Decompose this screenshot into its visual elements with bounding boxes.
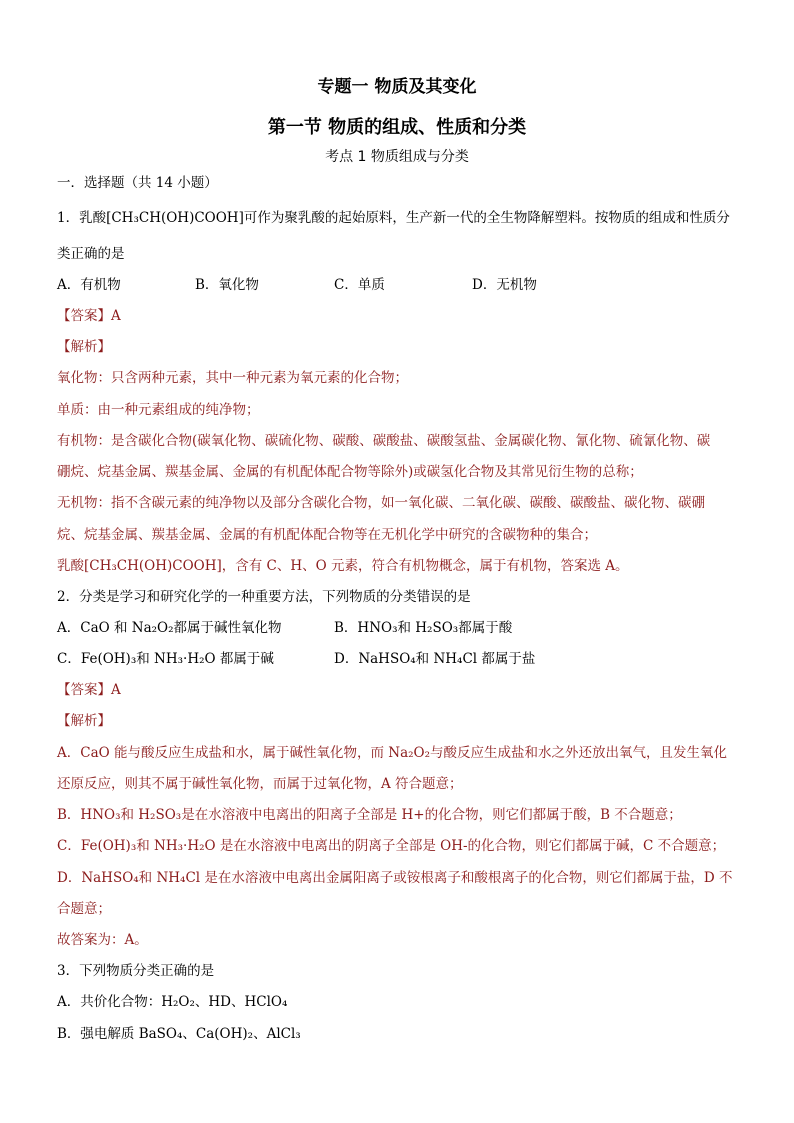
q2-answer: 【答案】A — [57, 682, 121, 698]
q2-option-d: D．NaHSO₄和 NH₄Cl 都属于盐 — [334, 651, 536, 667]
q1-option-d: D．无机物 — [472, 277, 537, 293]
q2-analysis-line: 还原反应，则其不属于碱性氧化物，而属于过氧化物，A 符合题意； — [57, 776, 463, 792]
part-heading: 一．选择题（共 14 小题） — [57, 175, 218, 191]
q2-stem: 2．分类是学习和研究化学的一种重要方法，下列物质的分类错误的是 — [57, 589, 471, 605]
point-title: 考点 1 物质组成与分类 — [325, 149, 469, 165]
q2-option-b: B．HNO₃和 H₂SO₃都属于酸 — [334, 620, 513, 636]
q1-stem-line1: 1．乳酸[CH₃CH(OH)COOH]可作为聚乳酸的起始原料，生产新一代的全生物降解塑料。按物质的组成和性质分 — [57, 210, 730, 226]
q1-analysis-line: 烷、烷基金属、羰基金属、金属的有机配体配合物等在无机化学中研究的含碳物种的集合； — [57, 527, 597, 543]
q1-analysis-line: 有机物：是含碳化合物(碳氧化物、碳硫化物、碳酸、碳酸盐、碳酸氢盐、金属碳化物、氰化物、硫氰化物、碳 — [57, 433, 711, 449]
q3-stem: 3．下列物质分类正确的是 — [57, 963, 215, 979]
q1-analysis-line: 乳酸[CH₃CH(OH)COOH]，含有 C、H、O 元素，符合有机物概念，属于有机物，答案选 A。 — [57, 558, 629, 574]
q1-analysis-line: 硼烷、烷基金属、羰基金属、金属的有机配体配合物等除外)或碳氢化合物及其常见衍生物的总称； — [57, 464, 643, 480]
q1-answer: 【答案】A — [57, 308, 121, 324]
q1-analysis-line: 无机物：指不含碳元素的纯净物以及部分含碳化合物，如一氧化碳、二氧化碳、碳酸、碳酸盐、碳化物、碳硼 — [57, 495, 705, 511]
q1-option-b: B．氧化物 — [195, 277, 259, 293]
q1-analysis-line: 单质：由一种元素组成的纯净物； — [57, 402, 260, 418]
q2-analysis-line: D．NaHSO₄和 NH₄Cl 是在水溶液中电离出金属阳离子或铵根离子和酸根离子的化合物，则它们都属于盐，D 不 — [57, 870, 733, 886]
q1-option-c: C．单质 — [334, 277, 385, 293]
q2-analysis-line: C．Fe(OH)₃和 NH₃·H₂O 是在水溶液中电离出的阴离子全部是 OH-的化合物，则它们都属于碱，C 不合题意； — [57, 838, 726, 854]
q2-analysis-line: A．CaO 能与酸反应生成盐和水，属于碱性氧化物，而 Na₂O₂与酸反应生成盐和水之外还放出氧气，且发生氧化 — [57, 745, 728, 761]
q1-analysis-label: 【解析】 — [57, 339, 111, 355]
section-title: 第一节 物质的组成、性质和分类 — [267, 117, 527, 138]
q2-analysis-line: 故答案为：A。 — [57, 932, 148, 948]
q1-stem-line2: 类正确的是 — [57, 246, 125, 262]
topic-title: 专题一 物质及其变化 — [317, 77, 477, 97]
q1-analysis-line: 氧化物：只含两种元素，其中一种元素为氧元素的化合物； — [57, 370, 408, 386]
q2-analysis-line: 合题意； — [57, 901, 111, 917]
q2-option-c: C．Fe(OH)₃和 NH₃·H₂O 都属于碱 — [57, 651, 274, 667]
q2-analysis-label: 【解析】 — [57, 713, 111, 729]
q2-option-a: A．CaO 和 Na₂O₂都属于碱性氧化物 — [57, 620, 282, 636]
q1-option-a: A．有机物 — [57, 277, 121, 293]
q2-analysis-line: B．HNO₃和 H₂SO₃是在水溶液中电离出的阳离子全部是 H+的化合物，则它们都属于酸，B 不合题意； — [57, 807, 682, 823]
q3-option-b: B．强电解质 BaSO₄、Ca(OH)₂、AlCl₃ — [57, 1026, 301, 1042]
q3-option-a: A．共价化合物：H₂O₂、HD、HClO₄ — [57, 994, 288, 1010]
